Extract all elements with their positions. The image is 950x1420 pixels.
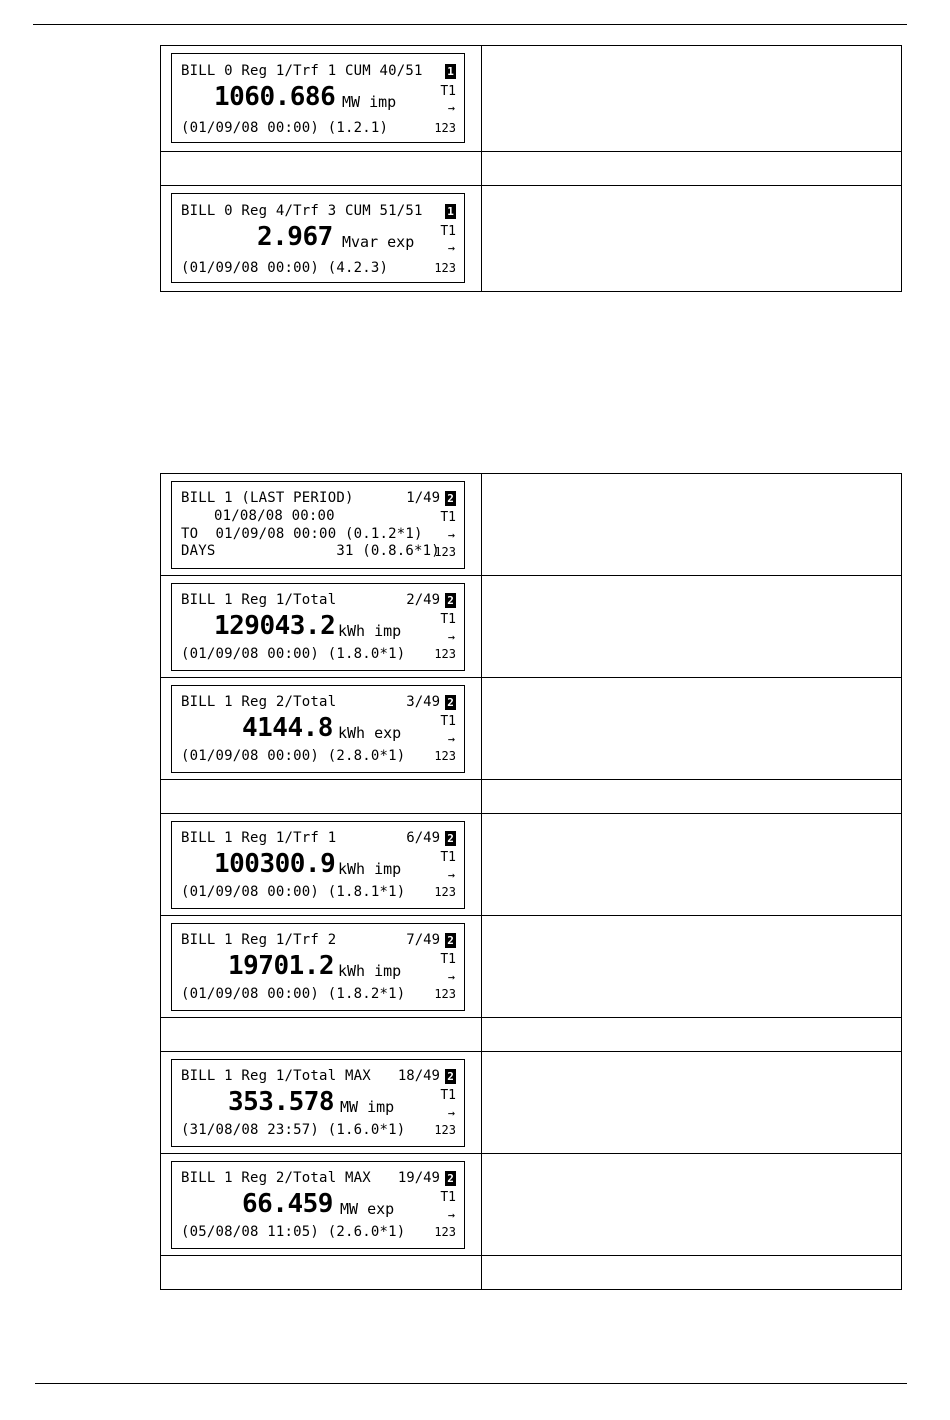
display-table-top [160, 45, 902, 292]
page-counter: 7/49 [406, 932, 440, 948]
table-row [161, 814, 902, 916]
lcd-unit: MW imp [342, 93, 397, 111]
table-row [161, 1256, 902, 1290]
lcd-value: 129043.2 [214, 611, 336, 641]
lcd-footer: (31/08/08 23:57) (1.6.0*1) [181, 1122, 406, 1138]
page-counter: 2/49 [406, 592, 440, 608]
badge-icon: 2 [445, 593, 456, 608]
lcd-unit: MW imp [340, 1098, 395, 1116]
lcd-unit: kWh imp [338, 962, 402, 980]
arrow-icon: → [447, 970, 455, 984]
badge-icon: 1 [445, 64, 456, 79]
table-row [161, 678, 902, 780]
badge-icon: 2 [445, 695, 456, 710]
page-counter: 1/49 [406, 490, 440, 506]
badge-icon: 2 [445, 831, 456, 846]
tariff-label: T1 [440, 850, 456, 865]
bottom-rule [35, 1383, 907, 1384]
table-row [161, 186, 902, 292]
lcd-footer: (01/09/08 00:00) (1.2.1) [181, 120, 389, 136]
table-row [161, 1018, 902, 1052]
table-row [161, 576, 902, 678]
lcd-footer: (05/08/08 11:05) (2.6.0*1) [181, 1224, 406, 1240]
lcd-value: 100300.9 [214, 849, 336, 879]
lcd-unit: kWh imp [338, 622, 402, 640]
arrow-icon: → [447, 528, 455, 542]
lcd-code: 123 [434, 261, 456, 275]
tariff-label: T1 [440, 952, 456, 967]
lcd-display [171, 821, 465, 909]
lcd-value: 66.459 [242, 1189, 333, 1219]
lcd-footer: (01/09/08 00:00) (1.8.0*1) [181, 646, 406, 662]
lcd-unit: kWh imp [338, 860, 402, 878]
period-from: 01/08/08 00:00 [214, 508, 335, 524]
badge-icon: 2 [445, 1069, 456, 1084]
arrow-icon: → [447, 241, 455, 255]
arrow-icon: → [447, 101, 455, 115]
lcd-code: 123 [434, 1225, 456, 1239]
lcd-display [171, 1161, 465, 1249]
lcd-display [171, 1059, 465, 1147]
lcd-value: 1060.686 [214, 82, 336, 112]
badge-icon: 2 [445, 1171, 456, 1186]
lcd-value: 2.967 [257, 222, 333, 252]
tariff-label: T1 [440, 224, 456, 239]
lcd-unit: Mvar exp [342, 233, 415, 251]
lcd-code: 123 [434, 1123, 456, 1137]
table-row [161, 1052, 902, 1154]
table-row [161, 474, 902, 576]
table-row [161, 152, 902, 186]
arrow-icon: → [447, 630, 455, 644]
page-counter: 19/49 [397, 1170, 440, 1186]
lcd-display [171, 685, 465, 773]
arrow-icon: → [447, 1106, 455, 1120]
tariff-label: T1 [440, 612, 456, 627]
display-table-bottom [160, 473, 902, 1290]
arrow-icon: → [447, 868, 455, 882]
lcd-code: 123 [434, 987, 456, 1001]
lcd-value: 19701.2 [228, 951, 335, 981]
lcd-footer: (01/09/08 00:00) (2.8.0*1) [181, 748, 406, 764]
lcd-display [171, 583, 465, 671]
badge-icon: 2 [445, 491, 456, 506]
tariff-label: T1 [440, 714, 456, 729]
lcd-display [171, 923, 465, 1011]
lcd-header: BILL 1 Reg 1/Trf 1 [181, 830, 337, 846]
arrow-icon: → [447, 732, 455, 746]
lcd-header: BILL 1 Reg 2/Total MAX [181, 1170, 371, 1186]
lcd-header: BILL 0 Reg 1/Trf 1 CUM 40/51 [181, 63, 423, 79]
lcd-display [171, 481, 465, 569]
table-row [161, 916, 902, 1018]
page-counter: 6/49 [406, 830, 440, 846]
badge-icon: 2 [445, 933, 456, 948]
tariff-label: T1 [440, 1190, 456, 1205]
lcd-header: BILL 1 Reg 1/Trf 2 [181, 932, 337, 948]
page-counter: 3/49 [406, 694, 440, 710]
table-row [161, 1154, 902, 1256]
page-counter: 18/49 [397, 1068, 440, 1084]
lcd-header: BILL 1 Reg 1/Total MAX [181, 1068, 371, 1084]
lcd-value: 4144.8 [242, 713, 333, 743]
tariff-label: T1 [440, 510, 456, 525]
lcd-unit: kWh exp [338, 724, 402, 742]
lcd-code: 123 [434, 885, 456, 899]
lcd-header: BILL 1 (LAST PERIOD) [181, 490, 354, 506]
lcd-header: BILL 1 Reg 1/Total [181, 592, 337, 608]
lcd-display [171, 53, 465, 143]
lcd-header: BILL 0 Reg 4/Trf 3 CUM 51/51 [181, 203, 423, 219]
lcd-code: 123 [434, 121, 456, 135]
top-rule [33, 24, 907, 25]
lcd-value: 353.578 [228, 1087, 335, 1117]
period-to: TO 01/09/08 00:00 (0.1.2*1) [181, 526, 423, 542]
lcd-display [171, 193, 465, 283]
lcd-header: BILL 1 Reg 2/Total [181, 694, 337, 710]
table-row [161, 780, 902, 814]
tariff-label: T1 [440, 1088, 456, 1103]
lcd-footer: (01/09/08 00:00) (4.2.3) [181, 260, 389, 276]
lcd-code: 123 [434, 749, 456, 763]
lcd-footer: (01/09/08 00:00) (1.8.2*1) [181, 986, 406, 1002]
tariff-label: T1 [440, 84, 456, 99]
lcd-footer: (01/09/08 00:00) (1.8.1*1) [181, 884, 406, 900]
lcd-unit: MW exp [340, 1200, 395, 1218]
lcd-code: 123 [434, 545, 456, 559]
lcd-code: 123 [434, 647, 456, 661]
arrow-icon: → [447, 1208, 455, 1222]
period-days: DAYS 31 (0.8.6*1) [181, 543, 440, 559]
table-row [161, 46, 902, 152]
badge-icon: 1 [445, 204, 456, 219]
